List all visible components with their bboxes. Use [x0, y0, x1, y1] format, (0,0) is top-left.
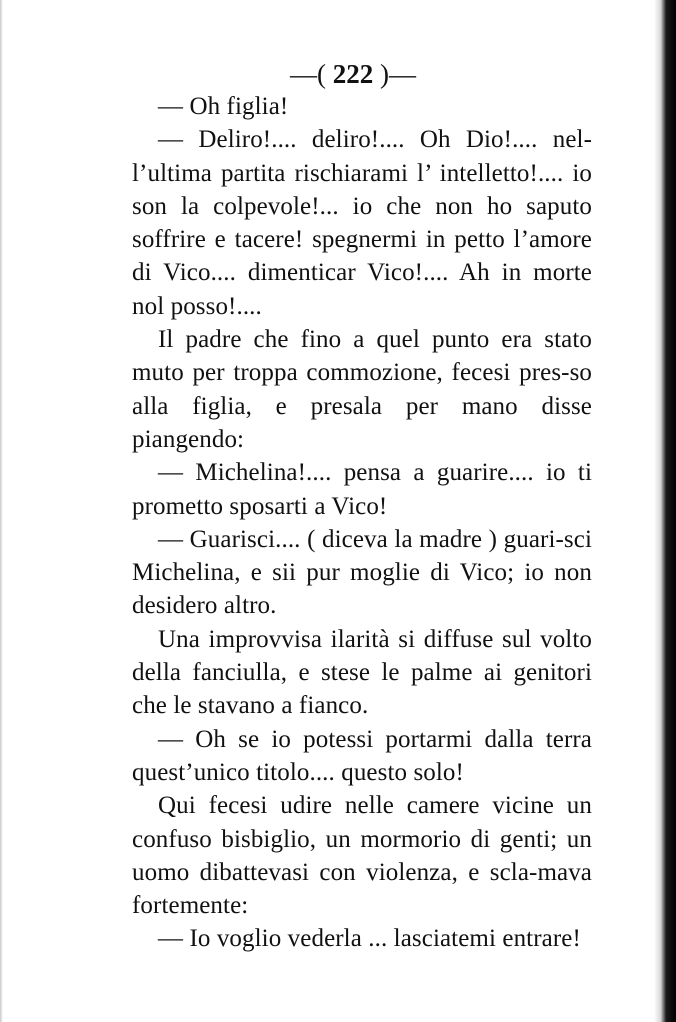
page-header [0, 54, 676, 94]
paragraph: Il padre che fino a quel punto era stato muto per troppa commozione, fecesi pres-so alla figlia, e presala per mano disse piangendo: [132, 326, 592, 453]
body-text [132, 90, 592, 956]
paragraph: — Oh figlia! [158, 93, 289, 120]
paragraph: — Deliro!.... deliro!.... Oh Dio!.... nel-l’ultima partita rischiarami l’ intelletto!.... io son la colpevole!... io che non ho saputo soffrire e tacere! spegnermi in petto l’amore di Vico.... dimenticar Vico!.... Ah in morte nol posso!.... [132, 126, 592, 320]
header-left-dash: —( [290, 59, 333, 89]
paragraph: Una improvvisa ilarità si diffuse sul volto della fanciulla, e stese le palme ai genitori che le stavano a fianco. [132, 625, 592, 720]
paragraph: — Guarisci.... ( diceva la madre ) guari-sci Michelina, e sii pur moglie di Vico; io non desidero altro. [132, 525, 592, 620]
paragraph: — Io voglio vederla ... lasciatemi entrare! [158, 925, 581, 953]
paragraph: — Michelina!.... pensa a guarire.... io ti prometto sposarti a Vico! [132, 459, 592, 520]
page-right-edge [654, 0, 676, 1022]
header-right-dash: )— [373, 59, 416, 89]
page-left-edge [0, 0, 3, 1022]
paragraph: Qui fecesi udire nelle camere vicine un confuso bisbiglio, un mormorio di genti; un uomo dibattevasi con violenza, e scla-mava fortemente: [132, 792, 592, 920]
paragraph: — Oh se io potessi portarmi dalla terra quest’unico titolo.... questo solo! [132, 725, 592, 786]
page-number: 222 [332, 59, 374, 89]
